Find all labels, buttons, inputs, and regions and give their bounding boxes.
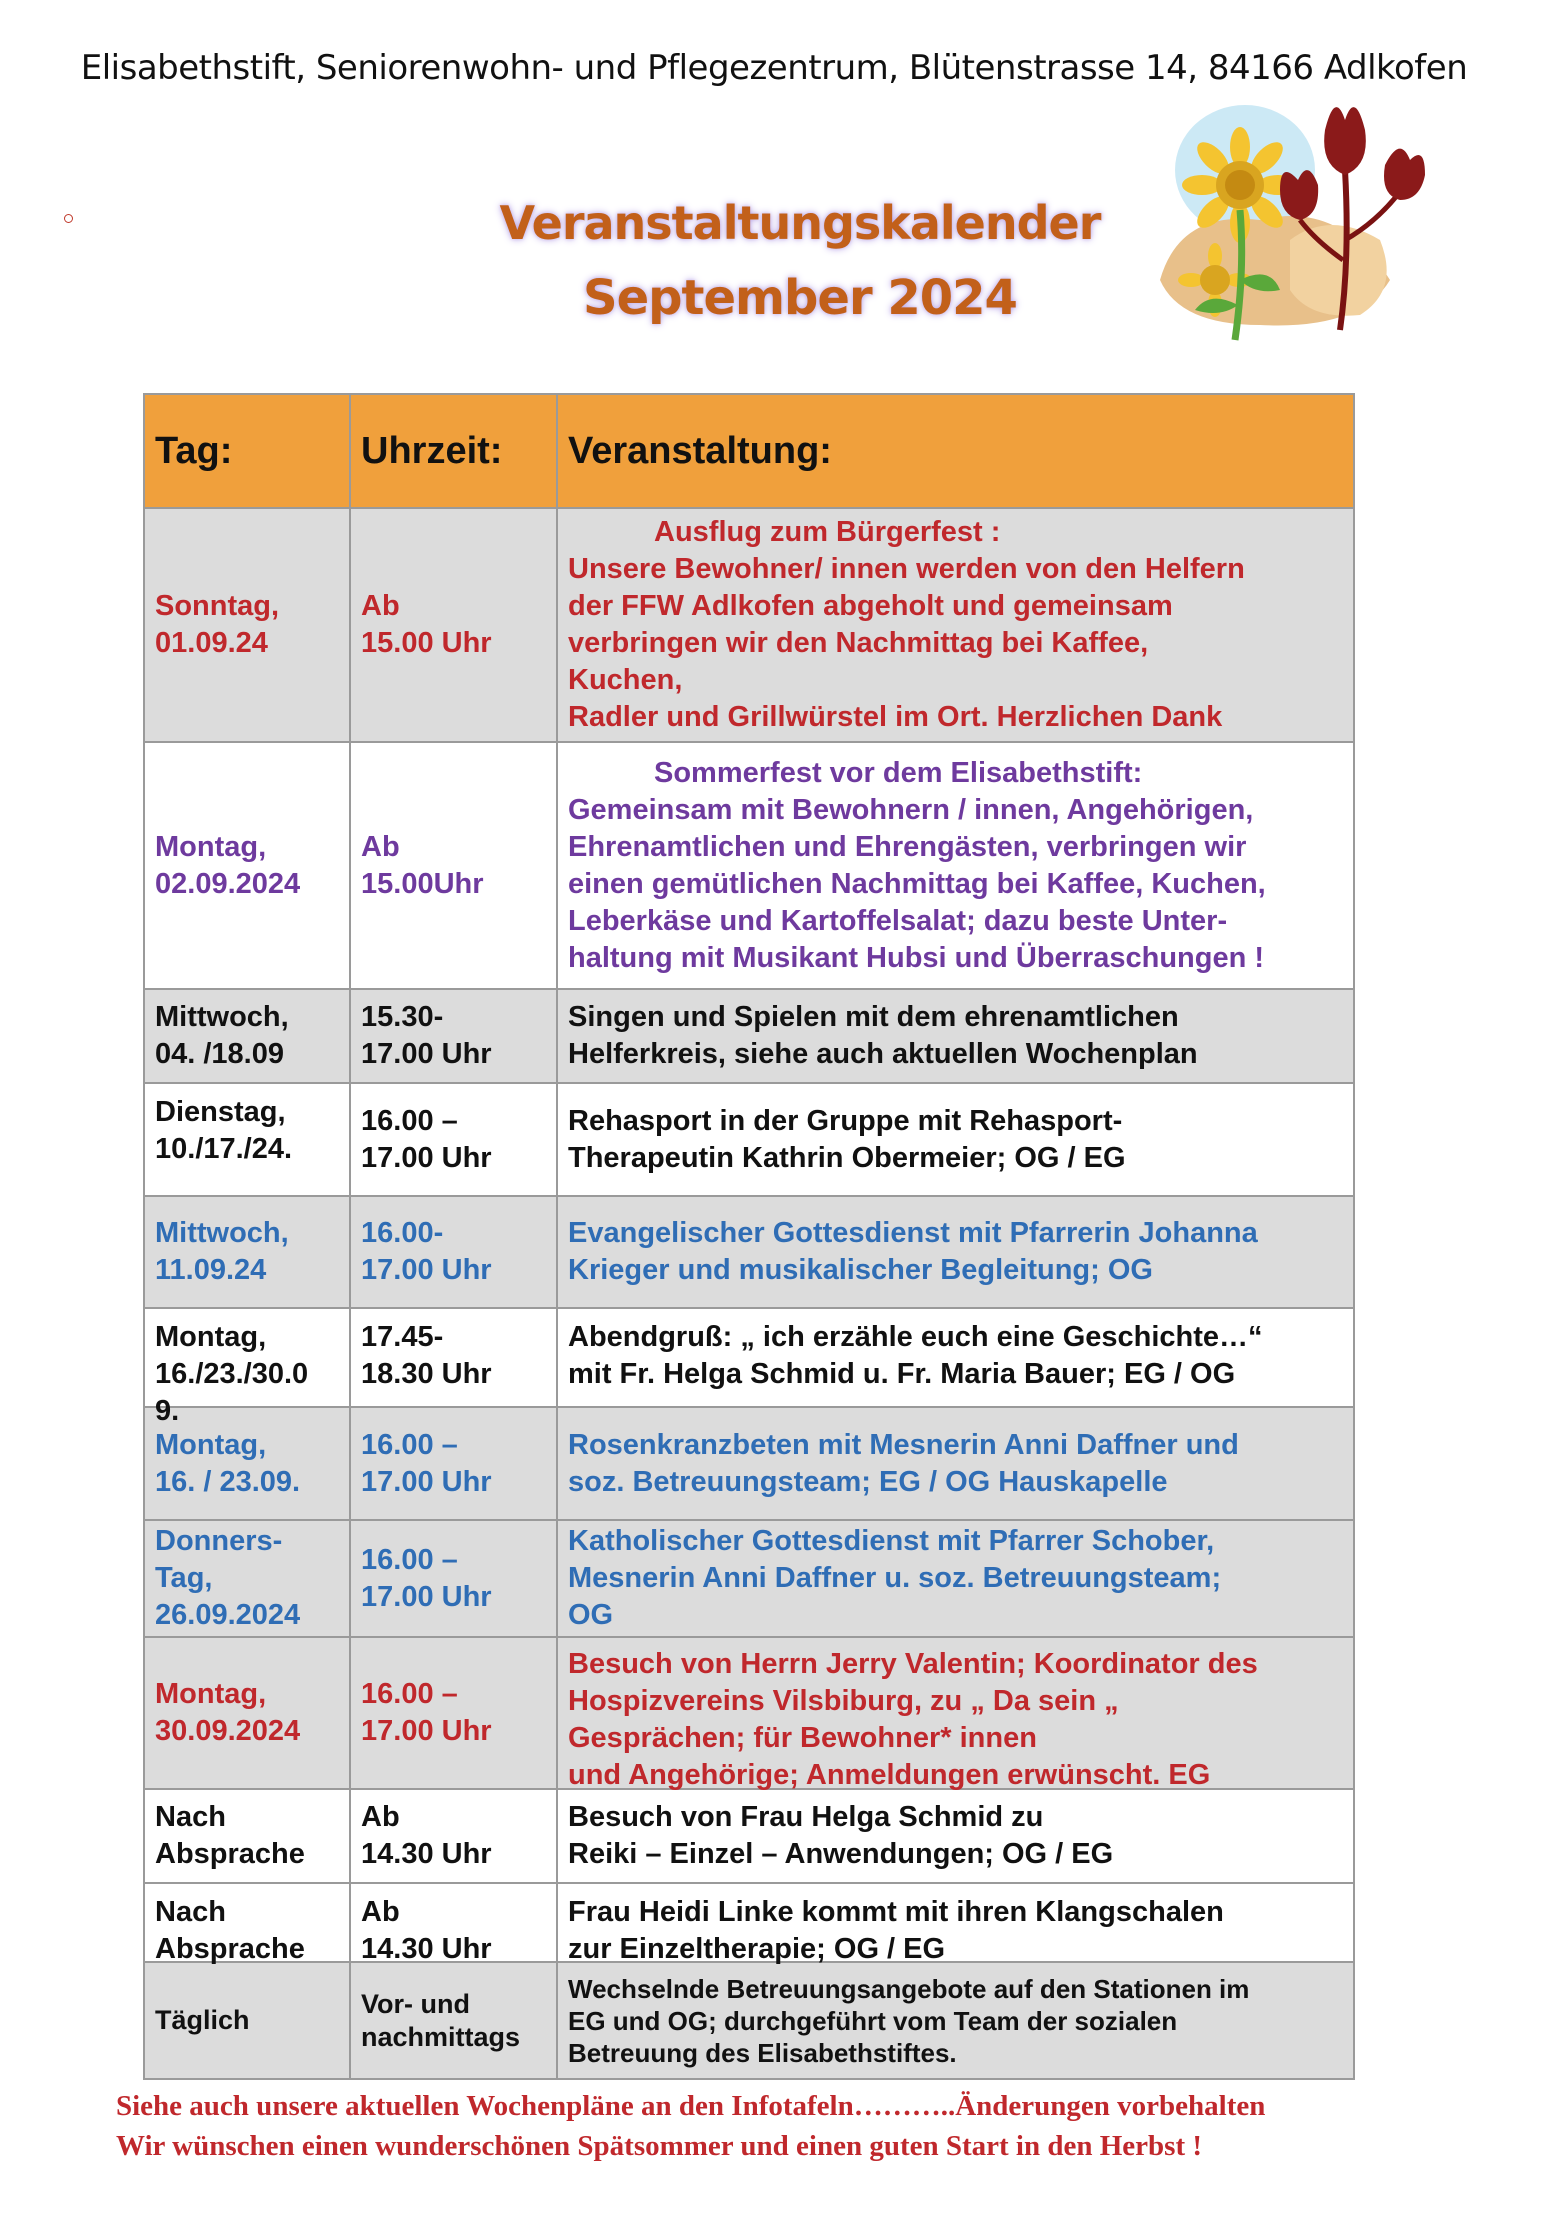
tag-line: Montag, <box>155 1321 267 1353</box>
tag-line: Nach <box>155 1896 226 1928</box>
tag-cell <box>144 989 350 1083</box>
table-row <box>144 508 1354 742</box>
event-line: Abendgruß: „ ich erzähle euch eine Geschichte…“ <box>568 1321 1263 1353</box>
zeit-line: Vor- und <box>361 1988 470 2019</box>
zeit-cell <box>350 1637 557 1789</box>
event-line: Krieger und musikalischer Begleitung; OG <box>568 1254 1153 1286</box>
event-line: haltung mit Musikant Hubsi und Überraschungen ! <box>568 941 1265 974</box>
tag-line: Mittwoch, <box>155 1001 289 1033</box>
zeit-line: 17.45- <box>361 1321 444 1353</box>
tag-line: Mittwoch, <box>155 1217 289 1249</box>
event-cell <box>557 1196 1354 1308</box>
event-cell <box>557 1962 1354 2079</box>
table-row <box>144 1083 1354 1196</box>
zeit-line: 14.30 Uhr <box>361 1838 492 1870</box>
event-line: mit Fr. Helga Schmid u. Fr. Maria Bauer; EG / OG <box>568 1358 1236 1390</box>
page-title: Veranstaltungskalender <box>499 196 1101 250</box>
tag-line: 16. / 23.09. <box>155 1465 301 1498</box>
tag-line: Montag, <box>155 1678 267 1710</box>
tag-line: Täglich <box>155 2005 250 2035</box>
event-line: Katholischer Gottesdienst mit Pfarrer Schober, <box>568 1525 1215 1557</box>
column-header-veranstaltung: Veranstaltung: <box>557 394 1354 508</box>
tag-line: Absprache <box>155 1838 305 1870</box>
tag-cell <box>144 1308 350 1427</box>
zeit-cell <box>350 508 557 742</box>
zeit-line: 16.00 – <box>361 1104 458 1137</box>
event-cell <box>557 1083 1354 1196</box>
zeit-line: nachmittags <box>361 2021 521 2052</box>
event-line: Singen und Spielen mit dem ehrenamtlichen <box>568 1001 1179 1033</box>
event-cell <box>557 1407 1354 1520</box>
zeit-cell <box>350 742 557 989</box>
event-line: Unsere Bewohner/ innen werden von den Helfern <box>568 553 1245 585</box>
tag-line: Montag, <box>155 1428 267 1461</box>
event-line: Besuch von Frau Helga Schmid zu <box>568 1801 1044 1833</box>
event-line: Ehrenamtlichen und Ehrengästen, verbringen wir <box>568 830 1247 863</box>
tag-cell <box>144 1083 350 1196</box>
tag-cell <box>144 1520 350 1637</box>
event-cell <box>557 989 1354 1083</box>
event-cell <box>557 1308 1354 1407</box>
event-line: Besuch von Herrn Jerry Valentin; Koordinator des <box>568 1648 1258 1680</box>
event-line: einen gemütlichen Nachmittag bei Kaffee, Kuchen, <box>568 867 1266 900</box>
zeit-line: Ab <box>361 1896 400 1928</box>
event-line: Kuchen, <box>568 664 683 696</box>
tag-line: 30.09.2024 <box>155 1715 301 1747</box>
event-headline: Sommerfest vor dem Elisabethstift: <box>654 756 1143 789</box>
event-cell <box>557 1637 1354 1789</box>
zeit-line: 16.00 – <box>361 1428 458 1461</box>
event-line: Mesnerin Anni Daffner u. soz. Betreuungsteam; <box>568 1562 1222 1594</box>
zeit-line: 16.00- <box>361 1217 444 1249</box>
event-line: Rosenkranzbeten mit Mesnerin Anni Daffner und <box>568 1428 1239 1461</box>
event-line: soz. Betreuungsteam; EG / OG Hauskapelle <box>568 1465 1168 1498</box>
tag-line: Donners- <box>155 1525 283 1557</box>
zeit-cell <box>350 989 557 1083</box>
event-headline: Ausflug zum Bürgerfest : <box>654 516 1001 548</box>
footer-notice: Siehe auch unsere aktuellen Wochenpläne an den Infotafeln………..Änderungen vorbehalten <box>116 2090 1266 2122</box>
event-line: OG <box>568 1599 614 1631</box>
event-cell <box>557 508 1354 742</box>
zeit-line: 16.00 – <box>361 1678 458 1710</box>
event-cell <box>557 1789 1354 1883</box>
table-row <box>144 989 1354 1083</box>
zeit-line: Ab <box>361 830 400 863</box>
zeit-cell <box>350 1196 557 1308</box>
column-header-tag: Tag: <box>144 394 350 508</box>
event-line: Frau Heidi Linke kommt mit ihren Klangschalen <box>568 1896 1224 1928</box>
table-row <box>144 1196 1354 1308</box>
tag-line: Dienstag, <box>155 1096 286 1128</box>
table-row <box>144 1520 1354 1637</box>
tag-cell <box>144 1789 350 1883</box>
event-line: Rehasport in der Gruppe mit Rehasport- <box>568 1104 1123 1137</box>
zeit-line: 16.00 – <box>361 1543 458 1576</box>
event-line: verbringen wir den Nachmittag bei Kaffee, <box>568 627 1149 659</box>
zeit-cell <box>350 1407 557 1520</box>
table-row <box>144 742 1354 989</box>
zeit-line: 15.30- <box>361 1001 444 1033</box>
zeit-cell <box>350 1520 557 1637</box>
zeit-line: 17.00 Uhr <box>361 1715 492 1747</box>
event-cell <box>557 742 1354 989</box>
address-header: Elisabethstift, Seniorenwohn- und Pflegezentrum, Blütenstrasse 14, 84166 Adlkofen <box>80 48 1468 88</box>
table-row <box>144 1789 1354 1883</box>
tag-line: 9. <box>155 1395 180 1427</box>
page-subtitle: September 2024 <box>583 270 1017 326</box>
tag-cell <box>144 508 350 742</box>
zeit-cell <box>350 1883 557 1965</box>
event-line: Gemeinsam mit Bewohnern / innen, Angehörigen, <box>568 793 1254 826</box>
event-line: Betreuung des Elisabethstiftes. <box>568 2037 957 2068</box>
decorative-dot <box>62 212 75 225</box>
tag-cell <box>144 1637 350 1789</box>
event-cell <box>557 1883 1354 1965</box>
event-table <box>143 393 1355 2080</box>
tag-line: Nach <box>155 1801 226 1833</box>
zeit-line: 15.00 Uhr <box>361 627 492 659</box>
tag-line: 26.09.2024 <box>155 1599 301 1631</box>
tag-line: Montag, <box>155 830 267 863</box>
tag-line: 11.09.24 <box>155 1254 267 1286</box>
tag-cell <box>144 742 350 989</box>
zeit-line: 14.30 Uhr <box>361 1933 492 1965</box>
zeit-cell <box>350 1789 557 1883</box>
event-line: zur Einzeltherapie; OG / EG <box>568 1933 946 1965</box>
zeit-line: Ab <box>361 1801 400 1833</box>
event-cell <box>557 1520 1354 1637</box>
zeit-line: 17.00 Uhr <box>361 1141 492 1174</box>
table-row <box>144 1883 1354 1962</box>
event-line: Hospizvereins Vilsbiburg, zu „ Da sein „ <box>568 1685 1119 1717</box>
zeit-line: Ab <box>361 590 400 622</box>
zeit-cell <box>350 1083 557 1196</box>
table-row <box>144 1308 1354 1407</box>
event-line: der FFW Adlkofen abgeholt und gemeinsam <box>568 590 1173 622</box>
event-line: Gesprächen; für Bewohner* innen <box>568 1722 1037 1754</box>
tag-line: 10./17./24. <box>155 1133 293 1165</box>
tag-line: Tag, <box>155 1562 213 1594</box>
tag-line: 01.09.24 <box>155 627 268 659</box>
zeit-cell <box>350 1962 557 2079</box>
event-line: Leberkäse und Kartoffelsalat; dazu beste Unter- <box>568 904 1228 937</box>
event-line: Reiki – Einzel – Anwendungen; OG / EG <box>568 1838 1114 1870</box>
tag-line: 02.09.2024 <box>155 867 301 900</box>
event-line: EG und OG; durchgeführt vom Team der sozialen <box>568 2005 1178 2036</box>
sunflower-tulip-logo-icon <box>1140 90 1450 350</box>
table-row <box>144 1407 1354 1520</box>
event-line: und Angehörige; Anmeldungen erwünscht. EG <box>568 1759 1211 1791</box>
tag-cell <box>144 1962 350 2079</box>
event-line: Therapeutin Kathrin Obermeier; OG / EG <box>568 1141 1126 1174</box>
tag-line: Absprache <box>155 1933 305 1965</box>
zeit-line: 17.00 Uhr <box>361 1465 492 1498</box>
zeit-line: 17.00 Uhr <box>361 1254 492 1286</box>
tag-cell <box>144 1883 350 1965</box>
table-row <box>144 1962 1354 2079</box>
tag-line: Sonntag, <box>155 590 280 622</box>
zeit-line: 15.00Uhr <box>361 867 484 900</box>
footer-greeting: Wir wünschen einen wunderschönen Spätsommer und einen guten Start in den Herbst ! <box>116 2130 1203 2162</box>
event-line: Helferkreis, siehe auch aktuellen Wochenplan <box>568 1038 1198 1070</box>
event-line: Wechselnde Betreuungsangebote auf den Stationen im <box>568 1973 1250 2004</box>
event-line: Radler und Grillwürstel im Ort. Herzlichen Dank <box>568 701 1223 733</box>
column-header-uhrzeit: Uhrzeit: <box>350 394 557 508</box>
zeit-line: 17.00 Uhr <box>361 1580 492 1613</box>
zeit-line: 17.00 Uhr <box>361 1038 492 1070</box>
zeit-line: 18.30 Uhr <box>361 1358 492 1390</box>
tag-cell <box>144 1196 350 1308</box>
table-row <box>144 1637 1354 1789</box>
event-line: Evangelischer Gottesdienst mit Pfarrerin Johanna <box>568 1217 1258 1249</box>
table-header-row <box>144 394 1354 508</box>
zeit-cell <box>350 1308 557 1407</box>
tag-line: 16./23./30.0 <box>155 1358 309 1390</box>
tag-line: 04. /18.09 <box>155 1038 284 1070</box>
